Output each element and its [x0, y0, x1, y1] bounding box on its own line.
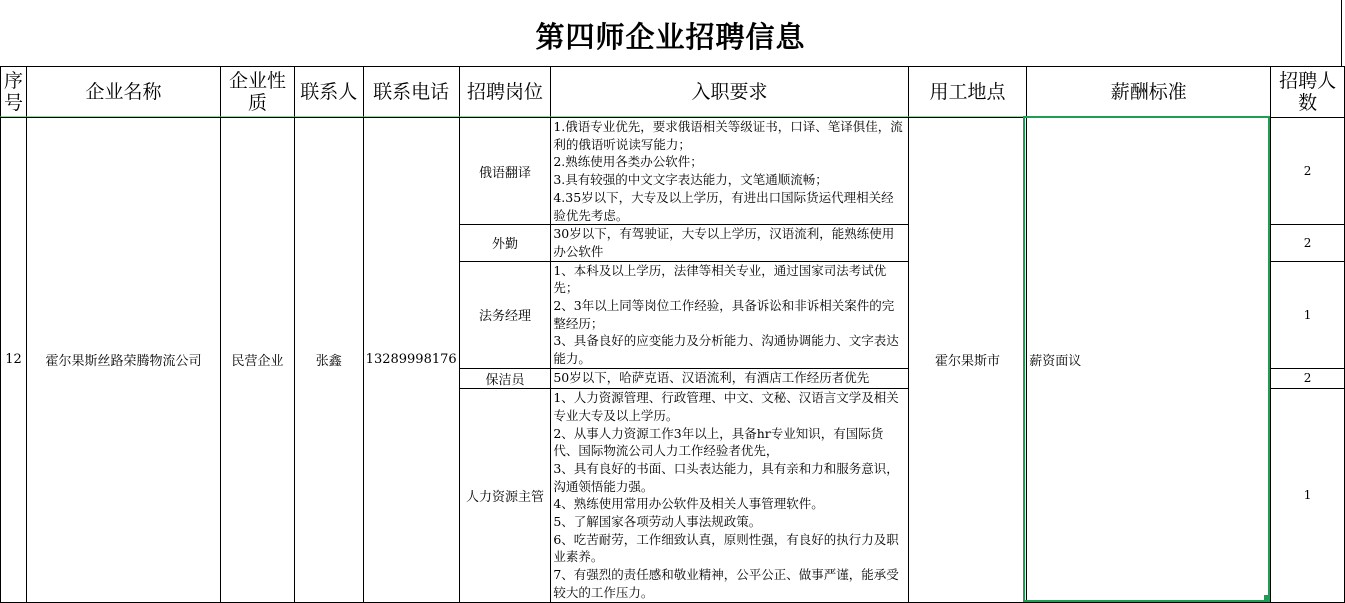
table-row: [1, 118, 1345, 225]
cell-phone[interactable]: 13289998176: [363, 118, 459, 603]
cell-position[interactable]: 俄语翻译: [459, 118, 551, 225]
recruitment-table: [0, 66, 1345, 603]
header-location[interactable]: 用工地点: [908, 67, 1027, 118]
page-title: 第四师企业招聘信息: [535, 19, 806, 54]
header-position[interactable]: 招聘岗位: [459, 67, 551, 118]
cell-contact[interactable]: 张鑫: [294, 118, 363, 603]
cell-count[interactable]: 1: [1271, 261, 1345, 368]
cell-location[interactable]: 霍尔果斯市: [908, 118, 1027, 603]
header-salary[interactable]: 薪酬标准: [1027, 67, 1271, 118]
cell-requirements[interactable]: 1、本科及以上学历，法律等相关专业，通过国家司法考试优先； 2、3年以上同等岗位工作经验，具备诉讼和非诉相关案件的完整经历； 3、具备良好的应变能力及分析能力、沟通协调能力、文字表达能力。: [551, 261, 908, 368]
cell-salary[interactable]: 薪资面议: [1027, 118, 1271, 603]
cell-position[interactable]: 保洁员: [459, 368, 551, 388]
title-cell[interactable]: [0, 0, 1342, 66]
header-contact[interactable]: 联系人: [294, 67, 363, 118]
cell-count[interactable]: 2: [1271, 118, 1345, 225]
cell-nature[interactable]: 民营企业: [221, 118, 295, 603]
cell-position[interactable]: 法务经理: [459, 261, 551, 368]
cell-seq[interactable]: 12: [1, 118, 27, 603]
row-highlight-line: [0, 116, 1268, 117]
header-nature[interactable]: 企业性质: [221, 67, 295, 118]
cell-position[interactable]: 外勤: [459, 225, 551, 261]
cell-count[interactable]: 2: [1271, 225, 1345, 261]
header-count[interactable]: 招聘人数: [1271, 67, 1345, 118]
cell-position[interactable]: 人力资源主管: [459, 388, 551, 602]
header-seq[interactable]: 序号: [1, 67, 27, 118]
header-row: [1, 67, 1345, 118]
header-company[interactable]: 企业名称: [26, 67, 220, 118]
cell-count[interactable]: 2: [1271, 368, 1345, 388]
cell-company[interactable]: 霍尔果斯丝路荣腾物流公司: [26, 118, 220, 603]
header-phone[interactable]: 联系电话: [363, 67, 459, 118]
cell-requirements[interactable]: 1、人力资源管理、行政管理、中文、文秘、汉语言文学及相关专业大专及以上学历。 2、从事人力资源工作3年以上，具备hr专业知识，有国际货代、国际物流公司人力工作经验者优先， 3、具有良好的书面、口头表达能力，具有亲和力和服务意识，沟通领悟能力强。 4、熟练使用常用办公软件及相关人事管理软件。 5、了解国家各项劳动人事法规政策。 6、吃苦耐劳，工作细致认真，原则性强，有良好的执行力及职业素养。 7、有强烈的责任感和敬业精神，公平公正、做事严谨，能承受较大的工作压力。: [551, 388, 908, 602]
fill-handle[interactable]: [1264, 595, 1270, 601]
cell-requirements[interactable]: 1.俄语专业优先，要求俄语相关等级证书，口译、笔译俱佳，流利的俄语听说读写能力； 2.熟练使用各类办公软件； 3.具有较强的中文文字表达能力，文笔通顺流畅； 4.35岁以下，大专及以上学历，有进出口国际货运代理相关经验优先考虑。: [551, 118, 908, 225]
header-requirements[interactable]: 入职要求: [551, 67, 908, 118]
cell-requirements[interactable]: 30岁以下，有驾驶证，大专以上学历，汉语流利，能熟练使用办公软件: [551, 225, 908, 261]
cell-requirements[interactable]: 50岁以下，哈萨克语、汉语流利，有酒店工作经历者优先: [551, 368, 908, 388]
cell-count[interactable]: 1: [1271, 388, 1345, 602]
